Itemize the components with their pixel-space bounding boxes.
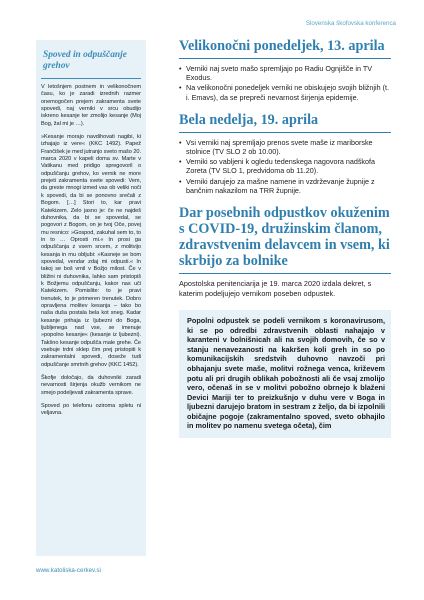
- section-indulgences: [179, 205, 391, 438]
- bullet-list: [179, 138, 391, 195]
- bullet-item: • Verniki naj sveto mašo spremljajo po Radiu Ognjišče in TV Exodus.: [179, 64, 391, 82]
- bullet-item: • Na velikonočni ponedeljek verniki ne obiskujejo svojih bližnjih (t. i. Emavs), da se prepreči nevarnost širjenja epidemije.: [179, 83, 391, 101]
- bullet-item: • Vsi verniki naj spremljajo prenos svete maše iz mariborske stolnice (TV SLO 2 ob 10.00).: [179, 138, 391, 156]
- bullet-item: • Verniki so vabljeni k ogledu tedenskega nagovora nadškofa Zoreta (TV SLO 1, predvidoma ob 11.20).: [179, 157, 391, 175]
- sidebar-paragraph: V letošnjem postnem in velikonočnem času, ko je zaradi izrednih razmer onemogočen prejem zakramenta svete spovedi, naj verniki v srcu obudijo iskreno kesanje ter zmolijo kesanje (Moj Bog, žal mi je …).: [41, 84, 141, 127]
- sidebar-paragraph: Škofje določajo, da duhovniki zaradi nevarnosti širjenja okužb vernikom ne smejo podeljevati zakramenta sprave.: [41, 375, 141, 396]
- sidebar-paragraph: Spoved po telefonu oziroma spletu ni veljavna.: [41, 403, 141, 417]
- header-organization: Slovenska škofovska konferenca: [305, 20, 396, 27]
- section-heading: Dar posebnih odpustkov okuženim s COVID-19, družinskim članom, zdravstvenim delavcem in vsem, ki skrbijo za bolnike: [179, 205, 390, 270]
- section-divider: [179, 58, 391, 59]
- section-divider: [179, 273, 391, 274]
- section-heading: Velikonočni ponedeljek, 13. aprila: [179, 38, 385, 54]
- sidebar-paragraph: »Kesanje morajo navdihovati nagibi, ki izhajajo iz vere« (KKC 1492). Papež Frančišek je med jutranjo sveto mašo 20. marca 2020 v kapeli doma sv. Marte v Vatikanu med pridigo spregovoril o odpuščanju grehov, ko vernik ne more prejeti zakramenta svete spovedi: Vem, da greste mnogi izmed vas ob veliki noči k spovedi, da bi se ponovno srečali z Bogom. […] Stori to, kar pravi Katekizem. Zelo jasno je: če ne najdeš duhovnika, da bi se spovedal, se pogovori z Bogom, on je tvoj Oče, povej mu resnico: »Gospod, zakuhal sem to, to in to … Oprosti mi.« In prosi ga odpuščanja z vsem srcem, z molitvijo kesanja in mu obljubi: »Kasneje se bom spovedal, vendar zdaj mi odpusti.« In takoj se boš vrnil v Božjo milost. Če v bližini ni duhovnika, lahko sam pristopiš k Božjemu odpuščanju, kakor nas uči Katekizem. Pomislite: to je pravi trenutek, to je primeren trenutek. Dobro opravljena molitev kesanja – tako bo naša duša postala bela kot sneg. Kadar kesanje prihaja iz ljubezni do Boga, ljubljenega nad vse, se imenuje »popolno kesanje« (kesanje iz ljubezni). Takšno kesanje odpušča male grehe. Če vsebuje trdni sklep čim prej pristopiti k zakramentalni spovedi, doseže tudi odpuščanje smrtnih grehov (KKC 1452).: [41, 134, 141, 368]
- sidebar-box: [36, 40, 146, 556]
- section-easter-monday: [179, 38, 391, 102]
- bullet-item: • Verniki darujejo za mašne namene in vzdrževanje župnije z bančnim nakazilom na TRR župnije.: [179, 177, 391, 195]
- section-white-sunday: [179, 112, 391, 195]
- section-divider: [179, 132, 391, 133]
- section-heading: Bela nedelja, 19. aprila: [179, 111, 319, 128]
- footer-website-link[interactable]: www.katoliska-cerkev.si: [36, 567, 101, 574]
- sidebar-divider: [41, 78, 141, 79]
- highlight-box: Popolni odpustek se podeli vernikom s koronavirusom, ki se po odredbi zdravstvenih oblasti nahajajo v karanteni v bolnišnicah ali na svojih domovih, če so v stanju nenavezanosti na kakršen koli greh in so po komunikacijskih sredstvih duhovno navzoči pri obhajanju svete maše, molitvi rožnega venca, križevem potu ali pri drugih oblikah pobožnosti ali če vsaj zmolijo vero, očenaš in se v molitvi pobožno obrnejo k blaženi Devici Mariji ter to preizkušnjo v duhu vere v Boga in ljubezni darujejo bratom in sestram z željo, da bi izpolnili običajne pogoje (zakramentalno spoved, sveto obhajilo in molitev po namenu svetega očeta), čim: [179, 310, 391, 438]
- bullet-list: [179, 64, 391, 102]
- section-intro: Apostolska penitenciarija je 19. marca 2020 izdala dekret, s katerim podeljujejo vernikom poseben odpustek.: [179, 279, 372, 298]
- main-content: [179, 38, 391, 438]
- sidebar-title: Spoved in odpuščanje grehov: [43, 50, 127, 71]
